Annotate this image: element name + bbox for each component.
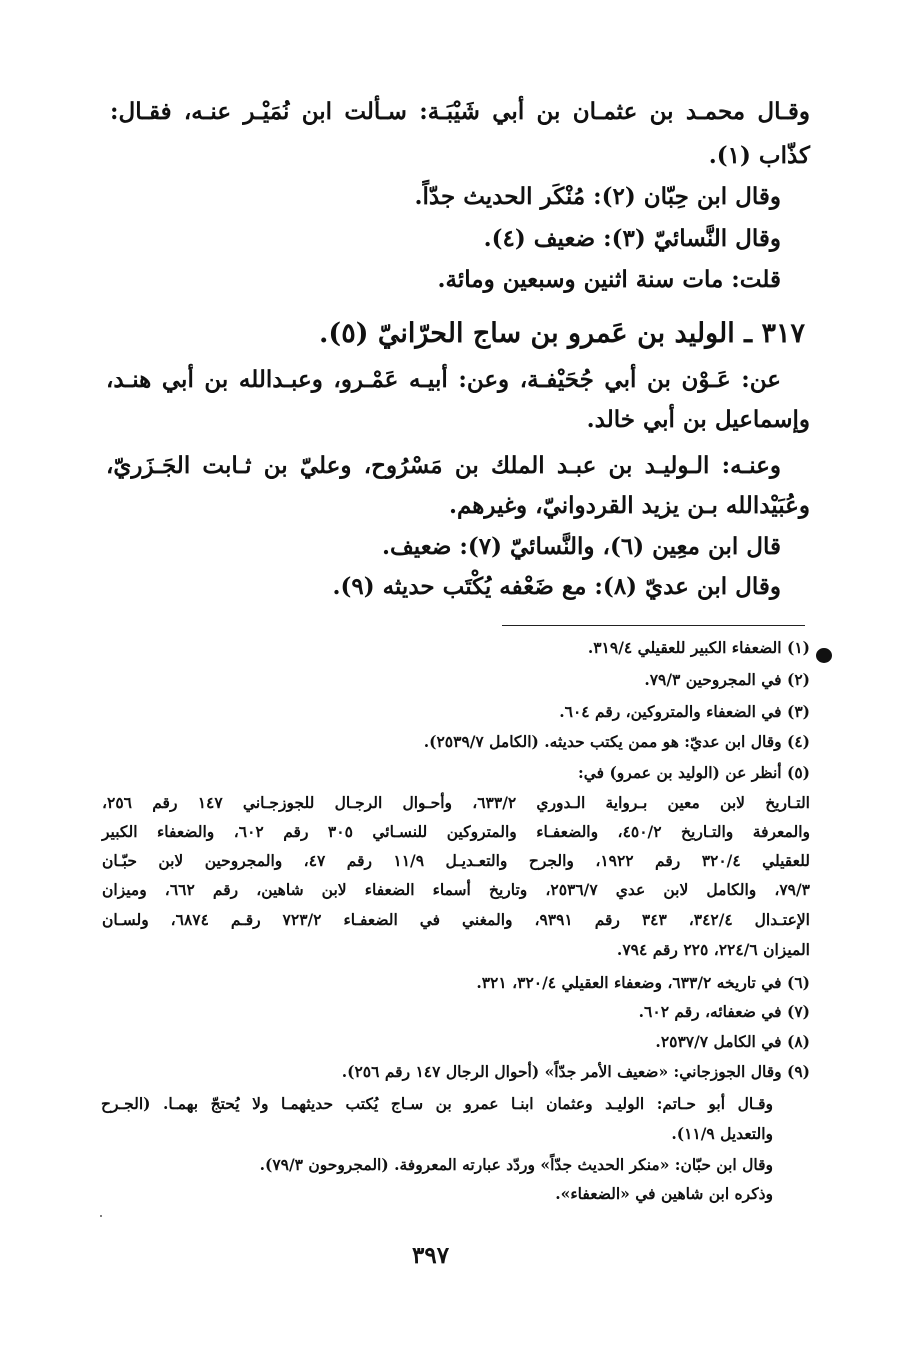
footnote-1: (١) الضعفاء الكبير للعقيلي ٣١٩/٤. [587,638,810,657]
footnote-5-line-2: التـاريخ لابن معين بـرواية الـدوري ٦٣٣/٢، وأحـوال الرجـال للجوزجـاني ١٤٧ رقم ٢٥٦، [102,793,810,812]
footnote-2: (٢) في المجروحين ٧٩/٣. [644,670,810,689]
footnote-5: (٥) أنظر عن (الوليد بن عمرو) في: [578,763,810,782]
main-line-1: وقـال محمـد بن عثمـان بن أبي شَيْبَـة: سـألت ابن نُمَيْـر عنـه، فقـال: [110,98,810,125]
stray-mark [100,1215,102,1217]
footnote-9-line-3: والتعديل ١١/٩). [671,1124,773,1143]
footnote-5-line-3: والمعرفة والتـاريخ ٤٥٠/٢، والضعفـاء والمتروكين للنسـائي ٣٠٥ رقم ٦٠٢، والضعفاء الكبير [102,822,810,841]
footnote-5-line-7: الميزان ٢٢٤/٦، ٢٢٥ رقم ٧٩٤. [616,940,810,959]
entry-heading: ٣١٧ ـ الوليد بن عَمرو بن ساج الحرّانيّ (٥). [319,318,805,349]
main-line-12: وقال ابن عديّ (٨): مع ضَعْفه يُكْتَب حديثه (٩). [332,573,781,600]
main-line-7: عن: عَـوْن بن أبي جُحَيْفـة، وعن: أبيـه عَمْـرو، وعبـدالله بن أبي هنـد، [106,366,781,393]
page-number: ٣٩٧ [412,1242,450,1269]
ink-blot [816,648,832,663]
main-line-4: وقال النَّسائيّ (٣): ضعيف (٤). [483,225,781,252]
main-line-8: وإسماعيل بن أبي خالد. [586,406,810,433]
footnote-5-line-6: الإعتـدال ٣٤٢/٤، ٣٤٣ رقم ٩٣٩١، والمغني في الضعفـاء ٧٢٣/٢ رقـم ٦٨٧٤، ولسـان [102,910,810,929]
main-line-11: قال ابن معِين (٦)، والنَّسائيّ (٧): ضعيف. [381,533,781,560]
main-line-3: وقال ابن حِبّان (٢): مُنْكَر الحديث جدّاً. [414,183,781,210]
footnote-5-line-5: ٧٩/٣، والكامل لابن عدي ٢٥٣٦/٧، وتاريخ أسماء الضعفاء لابن شاهين، رقم ٦٦٢، وميزان [102,880,810,899]
footnote-7: (٧) في ضعفائه، رقم ٦٠٢. [638,1002,810,1021]
main-line-9: وعنـه: الـوليـد بن عبـد الملك بن مَسْرُوح، وعليّ بن ثـابت الجَـزَريّ، [106,452,781,479]
footnote-9-line-2: وقـال أبو حـاتم: الوليـد وعثمان ابنـا عمرو بن سـاج يُكتب حديثهمـا ولا يُحتجّ بهمـا. (الجـرح [101,1094,773,1113]
footnote-separator [502,625,805,626]
main-line-10: وعُبَيْدالله بـن يزيد القردوانيّ، وغيرهم. [448,492,810,519]
footnote-5-line-4: للعقيلي ٣٢٠/٤ رقم ١٩٢٢، والجرح والتعـديـل ١١/٩ رقم ٤٧، والمجروحين لابن حبّـان [102,851,810,870]
footnote-9: (٩) وقال الجوزجاني: «ضعيف الأمر جدّاً» (أحوال الرجال ١٤٧ رقم ٢٥٦). [341,1062,810,1081]
footnote-6: (٦) في تاريخه ٦٣٣/٢، وضعفاء العقيلي ٣٢٠/٤، ٣٢١. [476,973,810,992]
footnote-9-line-5: وذكره ابن شاهين في «الضعفاء». [555,1184,773,1203]
footnote-3: (٣) في الضعفاء والمتروكين، رقم ٦٠٤. [559,702,810,721]
main-line-5: قلت: مات سنة اثنين وسبعين ومائة. [437,266,781,293]
footnote-9-line-4: وقال ابن حبّان: «منكر الحديث جدّاً» وردّد عبارته المعروفة. (المجروحون ٧٩/٣). [259,1155,773,1174]
footnote-4: (٤) وقال ابن عديّ: هو ممن يكتب حديثه. (الكامل ٢٥٣٩/٧). [423,732,810,751]
main-line-2: كذّاب (١). [708,142,810,169]
footnote-8: (٨) في الكامل ٢٥٣٧/٧. [655,1032,810,1051]
